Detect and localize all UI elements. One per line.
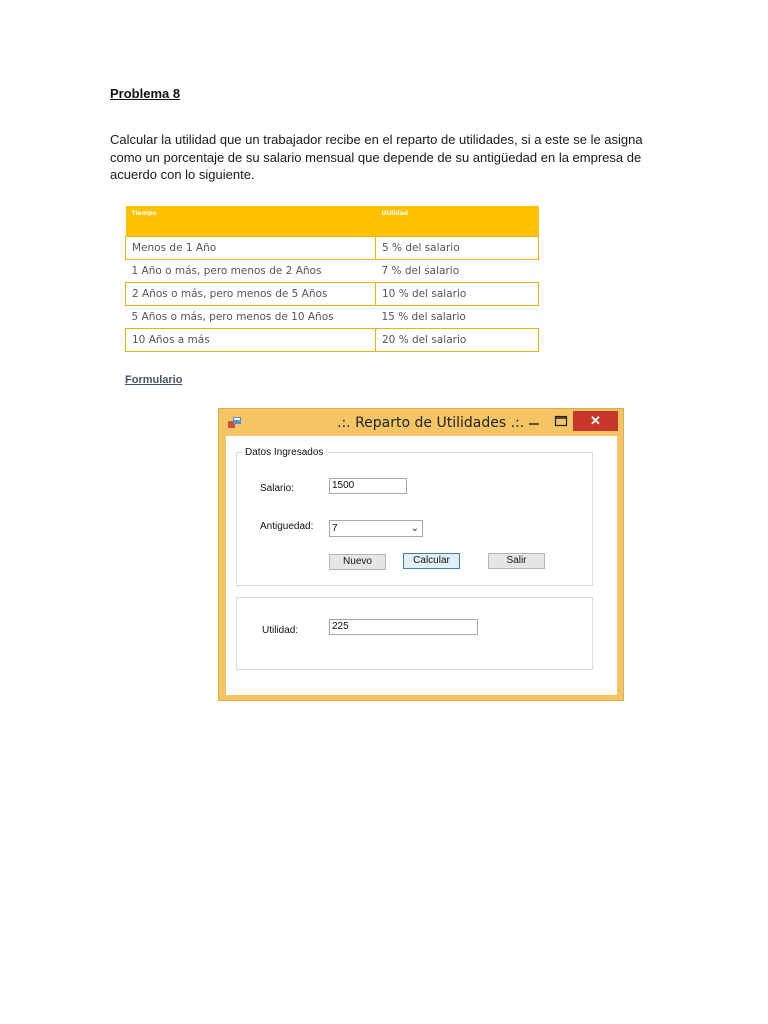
salir-button[interactable]: Salir [488,553,545,569]
close-button[interactable] [573,411,618,431]
table-cell: 20 % del salario [376,328,539,351]
table-cell: Menos de 1 Año [126,236,376,259]
minimize-button[interactable] [524,413,544,431]
table-cell: 2 Años o más, pero menos de 5 Años [126,282,376,305]
table-cell: 5 % del salario [376,236,539,259]
table-cell: 1 Año o más, pero menos de 2 Años [126,259,376,282]
table-row [126,328,539,351]
minimize-icon [524,413,544,431]
salario-input[interactable]: 1500 [329,478,407,494]
problem-statement: Calcular la utilidad que un trabajador recibe en el reparto de utilidades, si a este se le asigna como un porcentaje de su salario mensual que depende de su antigüedad en la empresa de acuerdo con lo siguiente. [110,132,643,182]
percentage-table [125,206,539,352]
resultado-group [236,597,593,670]
group-legend: Datos Ingresados [242,447,326,458]
app-icon [228,417,242,429]
table-cell: 10 Años a más [126,328,376,351]
calcular-button[interactable]: Calcular [403,553,460,569]
table-row [126,305,539,328]
table-header-row [126,206,539,236]
chevron-down-icon: ⌄ [410,523,419,534]
problem-heading: Problema 8 [110,86,181,101]
salario-label: Salario: [260,483,294,494]
table-cell: 15 % del salario [376,305,539,328]
header-utilidad: Utilidad [376,206,539,236]
form-section-label: Formulario [125,374,183,386]
app-window [218,408,624,701]
table-cell: 5 Años o más, pero menos de 10 Años [126,305,376,328]
table-cell: 7 % del salario [376,259,539,282]
maximize-button[interactable] [551,413,571,431]
close-icon: ✕ [590,413,601,428]
window-client-area [226,436,617,695]
antiguedad-value: 7 [332,523,338,534]
datos-ingresados-group [236,447,593,586]
window-title: .:. Reparto de Utilidades .:. [337,415,525,431]
nuevo-button[interactable]: Nuevo [329,554,386,570]
header-tiempo: Tiempo [126,206,376,236]
title-bar[interactable] [219,409,623,436]
antiguedad-select[interactable] [329,520,423,537]
antiguedad-label: Antiguedad: [260,521,314,532]
table-row [126,259,539,282]
maximize-icon [551,413,571,431]
table-cell: 10 % del salario [376,282,539,305]
utilidad-label: Utilidad: [262,625,299,636]
utilidad-output[interactable]: 225 [329,619,478,635]
table-row [126,282,539,305]
table-row [126,236,539,259]
